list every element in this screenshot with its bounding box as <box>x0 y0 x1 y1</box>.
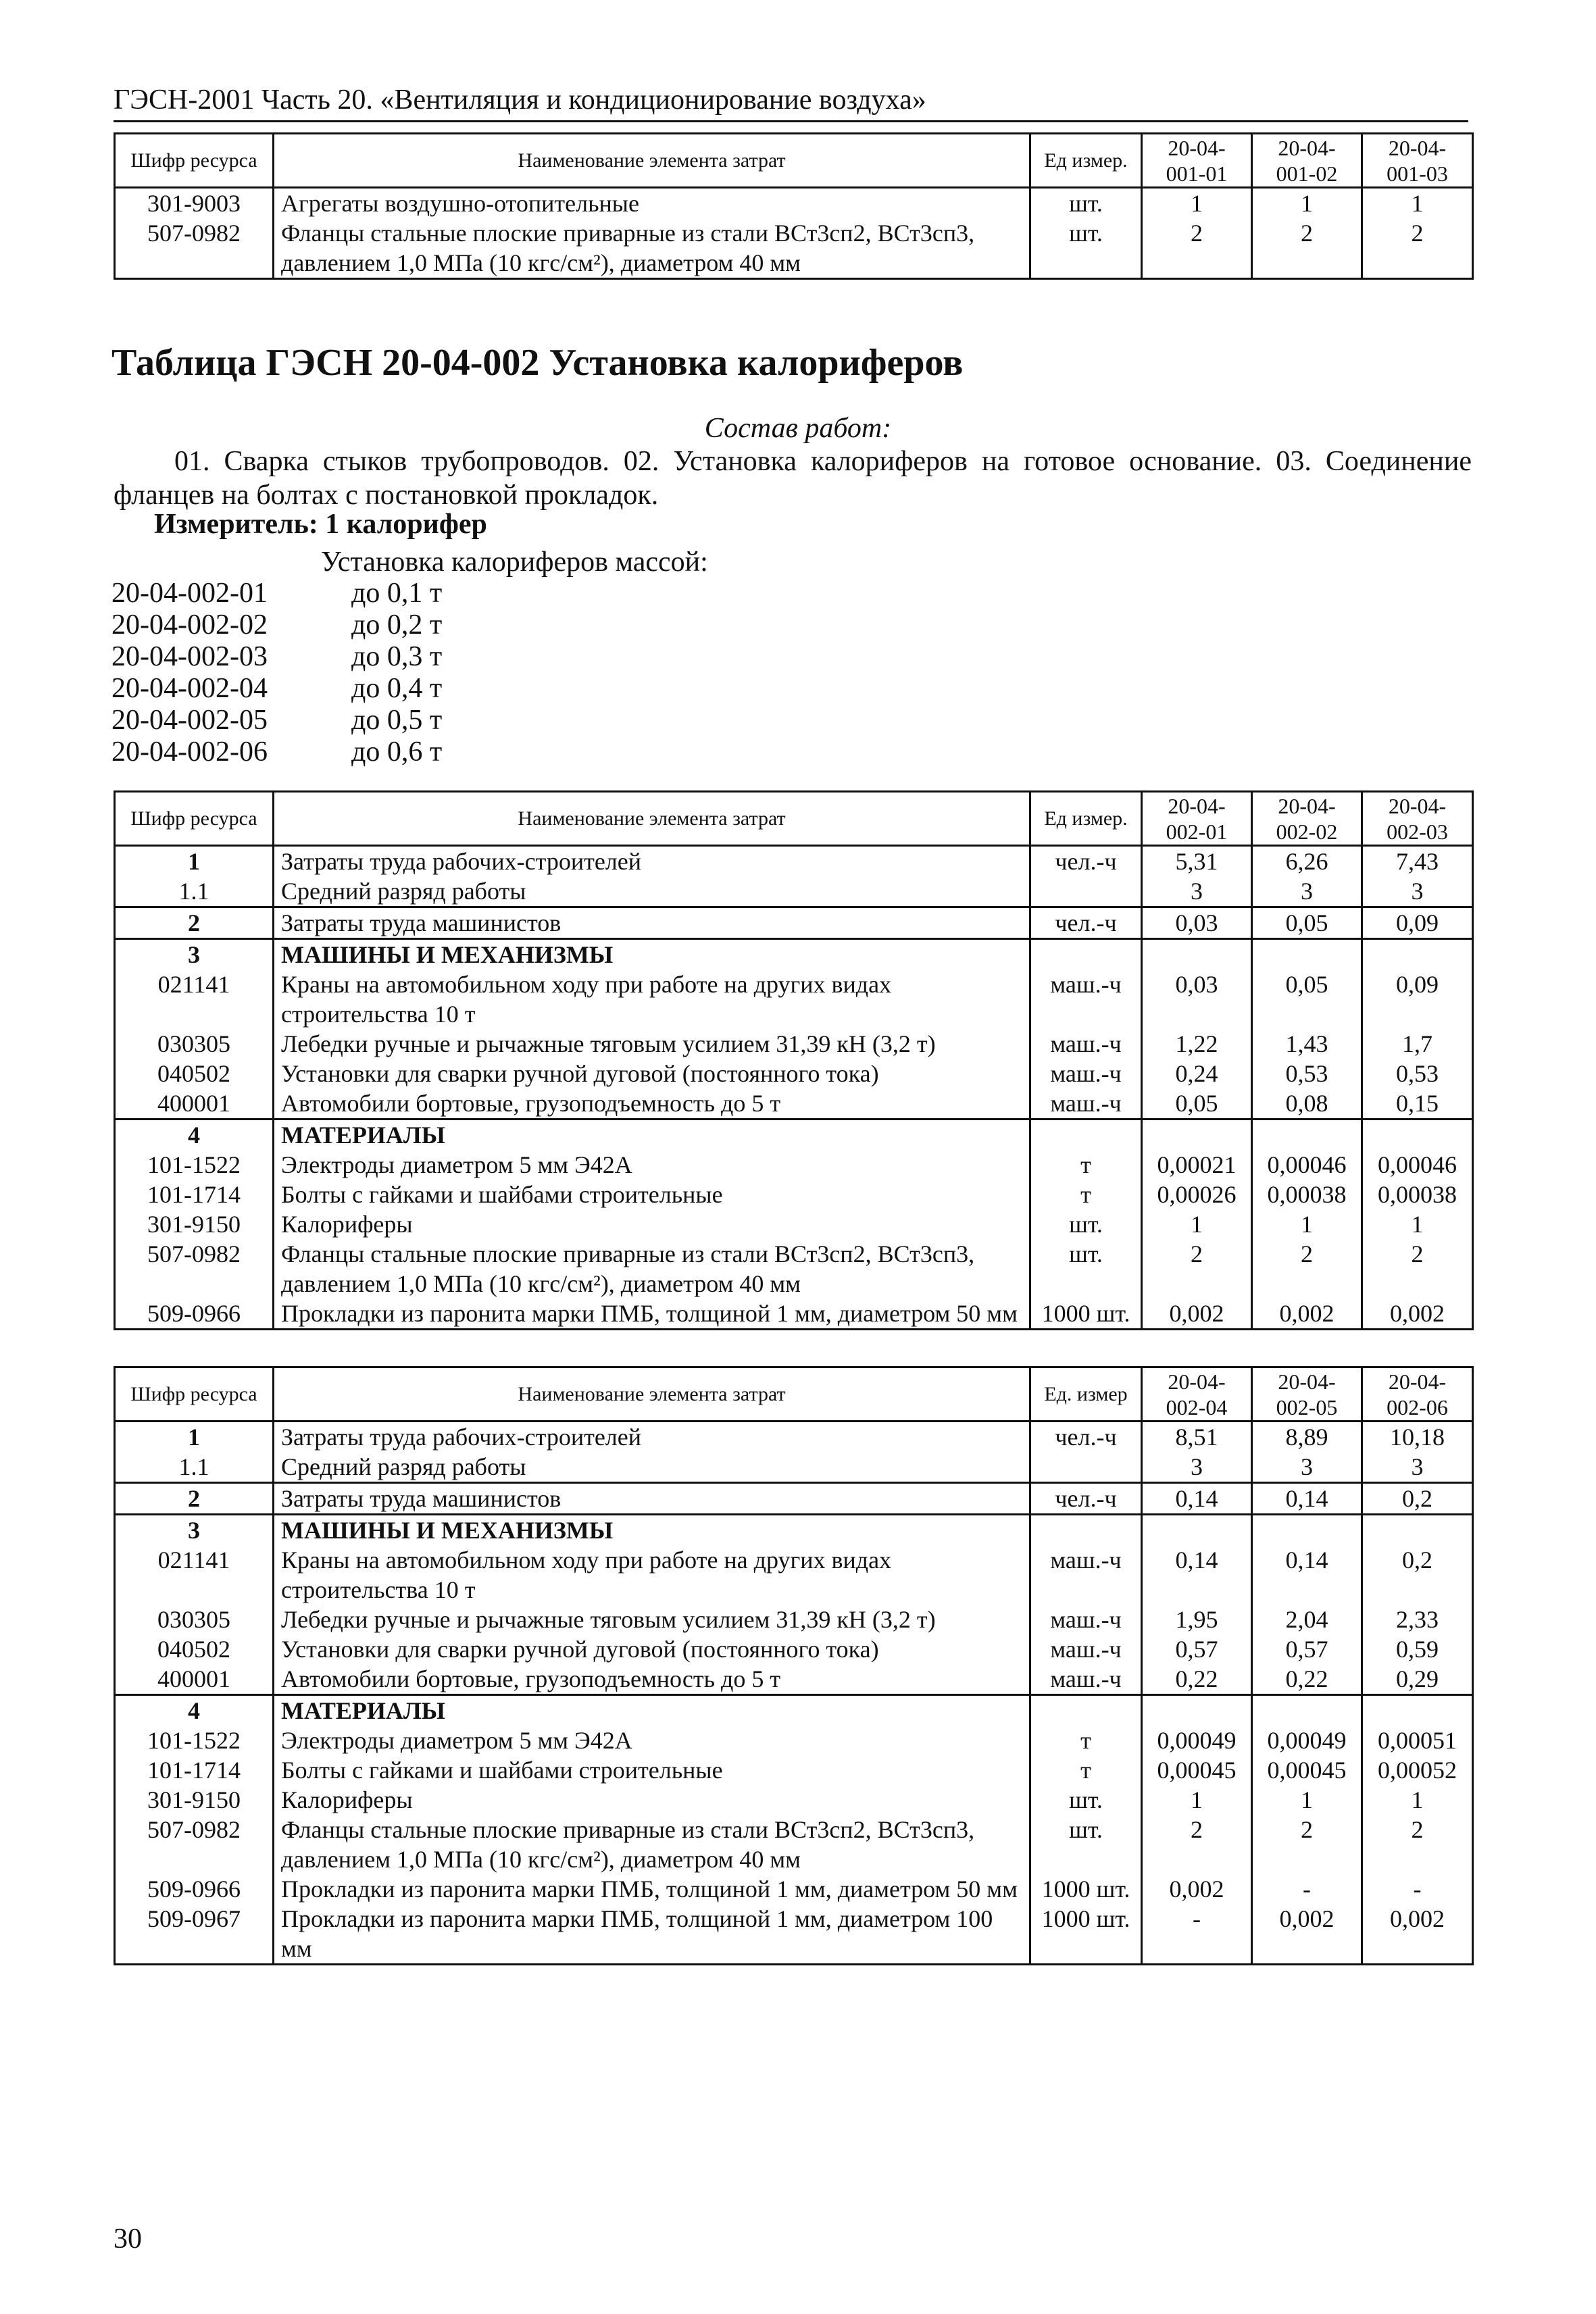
variant-item <box>111 704 442 736</box>
cell-value: 0,15 <box>1362 1088 1473 1120</box>
cell-unit: чел.-ч <box>1030 1483 1142 1515</box>
variant-code: 20-04-002-01 <box>111 578 268 609</box>
page-number: 30 <box>114 2223 142 2255</box>
cell-value: 0,57 <box>1252 1634 1362 1664</box>
section-title: МАШИНЫ И МЕХАНИЗМЫ <box>274 939 1030 970</box>
cell-value: 0,22 <box>1252 1664 1362 1695</box>
table-row <box>115 188 1473 219</box>
cell-value: 0,00045 <box>1142 1755 1252 1785</box>
cell-name: Фланцы стальные плоские приварные из стали ВСт3сп2, ВСт3сп3, давлением 1,0 МПа (10 кгс/см²), диаметром 40 мм <box>274 218 1030 279</box>
cell-name: Средний разряд работы <box>274 1452 1030 1483</box>
cell-value: 0,00052 <box>1362 1755 1473 1785</box>
cell-value: 2,04 <box>1252 1605 1362 1634</box>
variants-title: Установка калориферов массой: <box>321 547 708 578</box>
cell-name: Агрегаты воздушно-отопительные <box>274 188 1030 219</box>
cell-code: 2 <box>115 907 274 939</box>
cell-unit: маш.-ч <box>1030 1545 1142 1605</box>
cell-value: 7,43 <box>1362 846 1473 877</box>
table-row <box>115 1755 1473 1785</box>
section-row <box>115 1695 1473 1726</box>
cell-value: 1 <box>1142 1209 1252 1239</box>
header-col-a: 20-04-002-04 <box>1142 1367 1252 1422</box>
cell-value: 0,002 <box>1252 1904 1362 1965</box>
variant-code: 20-04-002-05 <box>111 705 268 736</box>
cell-value: - <box>1362 1874 1473 1904</box>
cell-value: 2 <box>1142 1815 1252 1874</box>
cell-code: 400001 <box>115 1088 274 1120</box>
cell-value: 0,00038 <box>1362 1180 1473 1209</box>
cell-value: 0,00051 <box>1362 1726 1473 1755</box>
section-title: МАТЕРИАЛЫ <box>274 1695 1030 1726</box>
cell-code: 1.1 <box>115 1452 274 1483</box>
header-unit: Ед измер. <box>1030 134 1142 188</box>
measure-unit: Измеритель: 1 калорифер <box>154 509 487 540</box>
header-code: Шифр ресурса <box>115 792 274 846</box>
cell-name: Болты с гайками и шайбами строительные <box>274 1180 1030 1209</box>
table-row <box>115 218 1473 279</box>
cell-code: 301-9150 <box>115 1209 274 1239</box>
section-row <box>115 939 1473 970</box>
cell-code: 3 <box>115 1515 274 1546</box>
cell-unit: чел.-ч <box>1030 846 1142 877</box>
cell-unit: маш.-ч <box>1030 1634 1142 1664</box>
cell-value: 0,59 <box>1362 1634 1473 1664</box>
composition-text: 01. Сварка стыков трубопроводов. 02. Установка калориферов на готовое основание. 03. Соединение фланцев на болтах с постановкой прокладок. <box>114 446 1472 511</box>
cell-value: 0,2 <box>1362 1483 1473 1515</box>
table-row <box>115 1209 1473 1239</box>
table-row <box>115 1664 1473 1695</box>
header-name: Наименование элемента затрат <box>274 1367 1030 1422</box>
table-row <box>115 1299 1473 1330</box>
cell-unit: маш.-ч <box>1030 1059 1142 1088</box>
cell-unit <box>1030 876 1142 907</box>
table-row <box>115 1422 1473 1453</box>
cell-value: 0,05 <box>1252 970 1362 1029</box>
resource-table-2 <box>114 790 1474 1330</box>
cell-name: Лебедки ручные и рычажные тяговым усилием 31,39 кН (3,2 т) <box>274 1029 1030 1059</box>
table-row <box>115 1239 1473 1299</box>
cell-code: 021141 <box>115 1545 274 1605</box>
cell-name: Прокладки из паронита марки ПМБ, толщиной 1 мм, диаметром 100 мм <box>274 1904 1030 1965</box>
cell-unit: 1000 шт. <box>1030 1874 1142 1904</box>
page-header: ГЭСН-2001 Часть 20. «Вентиляция и кондиционирование воздуха» <box>114 84 926 116</box>
table-row <box>115 1726 1473 1755</box>
cell-name: Лебедки ручные и рычажные тяговым усилием 31,39 кН (3,2 т) <box>274 1605 1030 1634</box>
cell-name: Автомобили бортовые, грузоподъемность до 5 т <box>274 1088 1030 1120</box>
cell-value: 0,002 <box>1252 1299 1362 1330</box>
cell-code: 101-1522 <box>115 1726 274 1755</box>
cell-value: 2 <box>1142 1239 1252 1299</box>
variant-item <box>111 609 442 641</box>
cell-name: Установки для сварки ручной дуговой (постоянного тока) <box>274 1059 1030 1088</box>
cell-code: 400001 <box>115 1664 274 1695</box>
cell-name: Затраты труда рабочих-строителей <box>274 846 1030 877</box>
cell-name: Краны на автомобильном ходу при работе на других видах строительства 10 т <box>274 970 1030 1029</box>
cell-unit: шт. <box>1030 1209 1142 1239</box>
cell-value: 1 <box>1252 188 1362 219</box>
cell-name: Средний разряд работы <box>274 876 1030 907</box>
cell-value: 0,24 <box>1142 1059 1252 1088</box>
table-row <box>115 970 1473 1029</box>
cell-value: 0,14 <box>1142 1545 1252 1605</box>
cell-value: 0,00046 <box>1252 1150 1362 1180</box>
cell-code: 1.1 <box>115 876 274 907</box>
cell-value: 0,09 <box>1362 970 1473 1029</box>
cell-unit: шт. <box>1030 1815 1142 1874</box>
cell-name: Фланцы стальные плоские приварные из стали ВСт3сп2, ВСт3сп3, давлением 1,0 МПа (10 кгс/см²), диаметром 40 мм <box>274 1239 1030 1299</box>
cell-unit <box>1030 1452 1142 1483</box>
cell-code: 101-1714 <box>115 1180 274 1209</box>
cell-value: 3 <box>1362 876 1473 907</box>
cell-value: 0,14 <box>1252 1545 1362 1605</box>
table-row <box>115 1180 1473 1209</box>
cell-value: 0,00021 <box>1142 1150 1252 1180</box>
cell-code: 101-1522 <box>115 1150 274 1180</box>
cell-name: Прокладки из паронита марки ПМБ, толщиной 1 мм, диаметром 50 мм <box>274 1874 1030 1904</box>
cell-unit: чел.-ч <box>1030 907 1142 939</box>
table-row <box>115 1904 1473 1965</box>
cell-code: 3 <box>115 939 274 970</box>
cell-unit: маш.-ч <box>1030 1664 1142 1695</box>
cell-code: 4 <box>115 1695 274 1726</box>
cell-value: 5,31 <box>1142 846 1252 877</box>
cell-unit: шт. <box>1030 188 1142 219</box>
variant-item <box>111 672 442 705</box>
cell-unit: 1000 шт. <box>1030 1904 1142 1965</box>
resource-table-3 <box>114 1366 1474 1965</box>
cell-name: Прокладки из паронита марки ПМБ, толщиной 1 мм, диаметром 50 мм <box>274 1299 1030 1330</box>
cell-value: 0,22 <box>1142 1664 1252 1695</box>
cell-value: 1 <box>1142 188 1252 219</box>
variant-code: 20-04-002-04 <box>111 673 268 704</box>
cell-value: 2 <box>1362 1239 1473 1299</box>
cell-unit: шт. <box>1030 218 1142 279</box>
cell-value: 1,95 <box>1142 1605 1252 1634</box>
cell-name: Автомобили бортовые, грузоподъемность до 5 т <box>274 1664 1030 1695</box>
cell-value: 0,03 <box>1142 970 1252 1029</box>
header-col-a: 20-04-001-01 <box>1142 134 1252 188</box>
table-row <box>115 1815 1473 1874</box>
variant-desc: до 0,3 т <box>351 641 443 672</box>
cell-value: 2 <box>1362 1815 1473 1874</box>
cell-name: Калориферы <box>274 1785 1030 1815</box>
cell-code: 040502 <box>115 1059 274 1088</box>
variant-item <box>111 577 442 609</box>
cell-name: Затраты труда машинистов <box>274 907 1030 939</box>
variant-desc: до 0,2 т <box>351 609 443 640</box>
header-name: Наименование элемента затрат <box>274 792 1030 846</box>
cell-value: 3 <box>1252 1452 1362 1483</box>
cell-value: 1 <box>1362 1785 1473 1815</box>
header-col-b: 20-04-001-02 <box>1252 134 1362 188</box>
cell-code: 1 <box>115 1422 274 1453</box>
section-title: МАТЕРИАЛЫ <box>274 1120 1030 1151</box>
cell-value: 0,00049 <box>1142 1726 1252 1755</box>
header-col-b: 20-04-002-02 <box>1252 792 1362 846</box>
cell-value: - <box>1142 1904 1252 1965</box>
cell-name: Затраты труда машинистов <box>274 1483 1030 1515</box>
cell-code: 101-1714 <box>115 1755 274 1785</box>
header-unit: Ед. измер <box>1030 1367 1142 1422</box>
cell-code: 030305 <box>115 1605 274 1634</box>
table-row <box>115 1545 1473 1605</box>
table-row <box>115 907 1473 939</box>
cell-value: 1 <box>1142 1785 1252 1815</box>
header-rule <box>114 120 1468 122</box>
cell-value: 0,57 <box>1142 1634 1252 1664</box>
section-title: МАШИНЫ И МЕХАНИЗМЫ <box>274 1515 1030 1546</box>
table-row <box>115 1452 1473 1483</box>
cell-unit: т <box>1030 1150 1142 1180</box>
cell-code: 509-0966 <box>115 1299 274 1330</box>
cell-name: Калориферы <box>274 1209 1030 1239</box>
cell-value: 0,00026 <box>1142 1180 1252 1209</box>
cell-value: 0,05 <box>1252 907 1362 939</box>
cell-value: 0,002 <box>1142 1874 1252 1904</box>
cell-code: 1 <box>115 846 274 877</box>
variant-code: 20-04-002-02 <box>111 609 268 640</box>
cell-code: 509-0966 <box>115 1874 274 1904</box>
cell-value: 2 <box>1252 1815 1362 1874</box>
variant-code: 20-04-002-03 <box>111 641 268 672</box>
composition-title: Состав работ: <box>704 413 892 444</box>
variant-desc: до 0,1 т <box>351 578 443 609</box>
cell-unit: чел.-ч <box>1030 1422 1142 1453</box>
cell-value: 2,33 <box>1362 1605 1473 1634</box>
table-row <box>115 1785 1473 1815</box>
cell-code: 509-0967 <box>115 1904 274 1965</box>
table-row <box>115 1150 1473 1180</box>
header-code: Шифр ресурса <box>115 1367 274 1422</box>
cell-value: 0,53 <box>1362 1059 1473 1088</box>
cell-value: 1,7 <box>1362 1029 1473 1059</box>
cell-value: 0,00038 <box>1252 1180 1362 1209</box>
cell-value: 0,08 <box>1252 1088 1362 1120</box>
cell-value: 1 <box>1362 1209 1473 1239</box>
resource-table-1 <box>114 132 1474 280</box>
table-row <box>115 1088 1473 1120</box>
cell-value: 6,26 <box>1252 846 1362 877</box>
cell-code: 030305 <box>115 1029 274 1059</box>
cell-unit: 1000 шт. <box>1030 1299 1142 1330</box>
header-unit: Ед измер. <box>1030 792 1142 846</box>
cell-unit: шт. <box>1030 1239 1142 1299</box>
cell-unit: т <box>1030 1755 1142 1785</box>
header-code: Шифр ресурса <box>115 134 274 188</box>
table-row <box>115 876 1473 907</box>
table-title: Таблица ГЭСН 20-04-002 Установка калориферов <box>111 342 964 384</box>
header-name: Наименование элемента затрат <box>274 134 1030 188</box>
cell-value: 3 <box>1142 1452 1252 1483</box>
cell-unit: маш.-ч <box>1030 1029 1142 1059</box>
cell-name: Болты с гайками и шайбами строительные <box>274 1755 1030 1785</box>
cell-value: 2 <box>1142 218 1252 279</box>
cell-unit: маш.-ч <box>1030 1605 1142 1634</box>
cell-value: 8,51 <box>1142 1422 1252 1453</box>
cell-value: 0,002 <box>1362 1299 1473 1330</box>
cell-value: 0,2 <box>1362 1545 1473 1605</box>
cell-code: 507-0982 <box>115 1815 274 1874</box>
cell-unit: шт. <box>1030 1785 1142 1815</box>
cell-name: Установки для сварки ручной дуговой (постоянного тока) <box>274 1634 1030 1664</box>
cell-value: 8,89 <box>1252 1422 1362 1453</box>
cell-unit: маш.-ч <box>1030 1088 1142 1120</box>
cell-value: 3 <box>1142 876 1252 907</box>
table-row <box>115 1029 1473 1059</box>
cell-code: 507-0982 <box>115 1239 274 1299</box>
cell-value: 2 <box>1362 218 1473 279</box>
cell-value: 1 <box>1362 188 1473 219</box>
cell-value: - <box>1252 1874 1362 1904</box>
cell-value: 1,43 <box>1252 1029 1362 1059</box>
cell-value: 2 <box>1252 1239 1362 1299</box>
cell-value: 0,03 <box>1142 907 1252 939</box>
header-col-c: 20-04-001-03 <box>1362 134 1473 188</box>
cell-code: 4 <box>115 1120 274 1151</box>
cell-code: 301-9003 <box>115 188 274 219</box>
variant-item <box>111 640 442 673</box>
cell-value: 3 <box>1252 876 1362 907</box>
cell-code: 2 <box>115 1483 274 1515</box>
cell-value: 1,22 <box>1142 1029 1252 1059</box>
header-col-c: 20-04-002-06 <box>1362 1367 1473 1422</box>
cell-value: 1 <box>1252 1209 1362 1239</box>
cell-name: Фланцы стальные плоские приварные из стали ВСт3сп2, ВСт3сп3, давлением 1,0 МПа (10 кгс/см²), диаметром 40 мм <box>274 1815 1030 1874</box>
variant-code: 20-04-002-06 <box>111 736 268 768</box>
cell-value: 1 <box>1252 1785 1362 1815</box>
cell-value: 0,002 <box>1142 1299 1252 1330</box>
table-row <box>115 1059 1473 1088</box>
cell-unit: маш.-ч <box>1030 970 1142 1029</box>
table-row <box>115 1483 1473 1515</box>
variant-desc: до 0,5 т <box>351 705 443 736</box>
cell-code: 507-0982 <box>115 218 274 279</box>
cell-name: Электроды диаметром 5 мм Э42А <box>274 1150 1030 1180</box>
header-col-b: 20-04-002-05 <box>1252 1367 1362 1422</box>
cell-name: Электроды диаметром 5 мм Э42А <box>274 1726 1030 1755</box>
variant-item <box>111 736 442 768</box>
cell-unit: т <box>1030 1726 1142 1755</box>
variant-desc: до 0,4 т <box>351 673 443 704</box>
cell-value: 0,14 <box>1142 1483 1252 1515</box>
cell-value: 10,18 <box>1362 1422 1473 1453</box>
section-row <box>115 1120 1473 1151</box>
cell-unit: т <box>1030 1180 1142 1209</box>
cell-value: 0,14 <box>1252 1483 1362 1515</box>
cell-value: 0,29 <box>1362 1664 1473 1695</box>
table-row <box>115 1874 1473 1904</box>
cell-value: 0,05 <box>1142 1088 1252 1120</box>
cell-value: 2 <box>1252 218 1362 279</box>
cell-name: Затраты труда рабочих-строителей <box>274 1422 1030 1453</box>
cell-code: 301-9150 <box>115 1785 274 1815</box>
header-col-c: 20-04-002-03 <box>1362 792 1473 846</box>
cell-value: 0,00046 <box>1362 1150 1473 1180</box>
section-row <box>115 1515 1473 1546</box>
variant-desc: до 0,6 т <box>351 736 443 768</box>
cell-value: 0,09 <box>1362 907 1473 939</box>
cell-name: Краны на автомобильном ходу при работе на других видах строительства 10 т <box>274 1545 1030 1605</box>
cell-code: 040502 <box>115 1634 274 1664</box>
table-row <box>115 1634 1473 1664</box>
cell-value: 3 <box>1362 1452 1473 1483</box>
cell-value: 0,53 <box>1252 1059 1362 1088</box>
cell-value: 0,00045 <box>1252 1755 1362 1785</box>
cell-value: 0,00049 <box>1252 1726 1362 1755</box>
table-row <box>115 846 1473 877</box>
table-row <box>115 1605 1473 1634</box>
header-col-a: 20-04-002-01 <box>1142 792 1252 846</box>
cell-value: 0,002 <box>1362 1904 1473 1965</box>
cell-code: 021141 <box>115 970 274 1029</box>
